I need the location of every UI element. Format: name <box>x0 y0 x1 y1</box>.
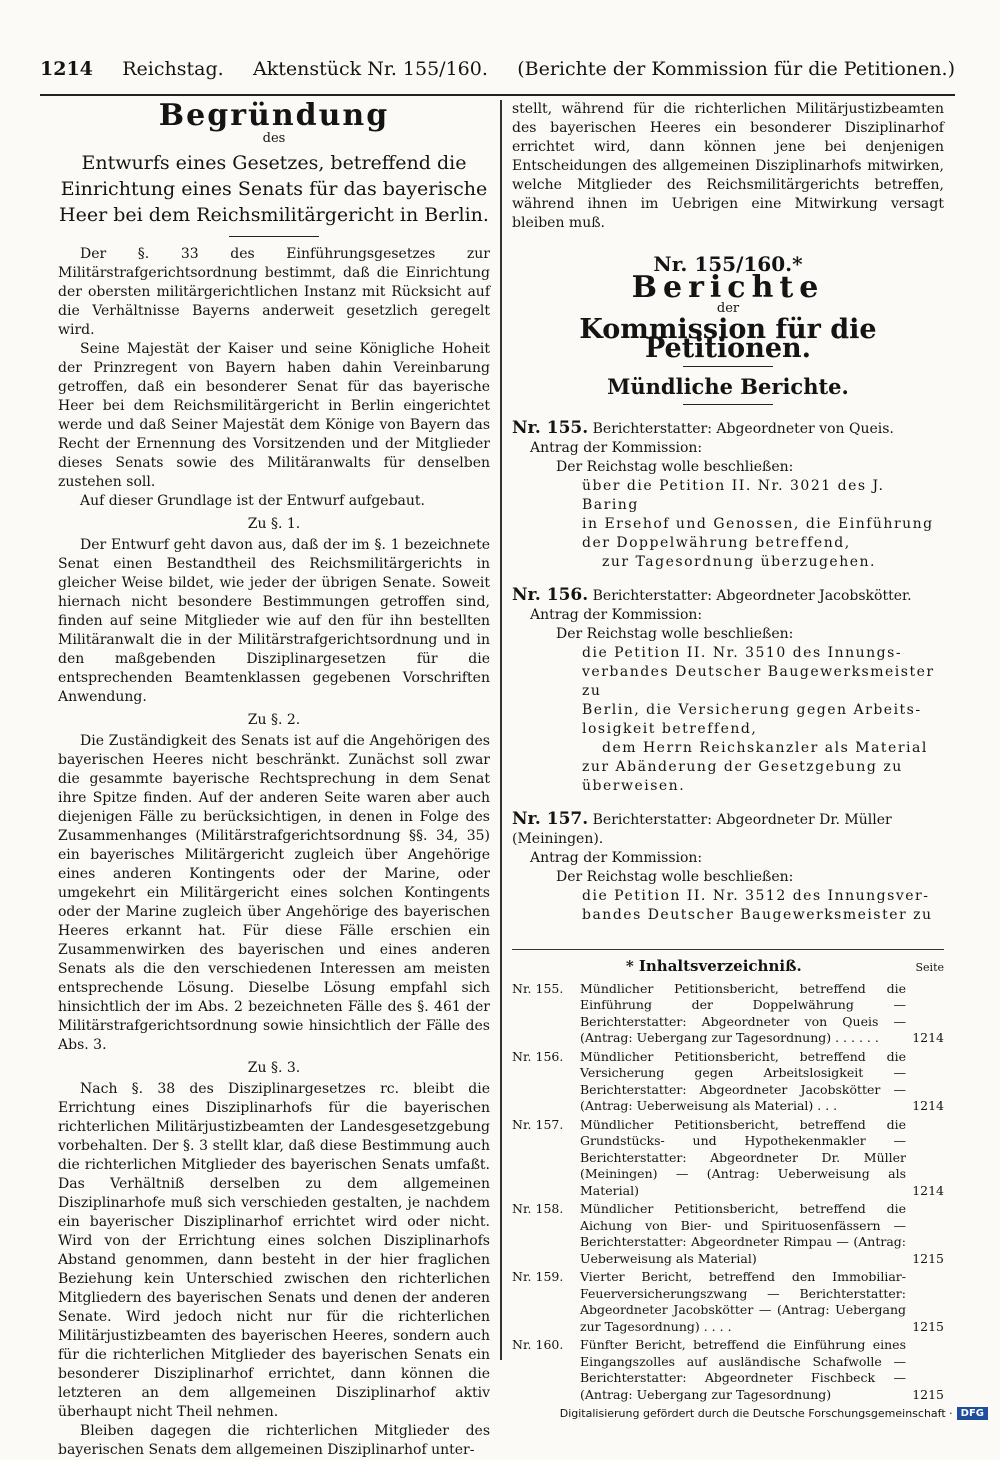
toc-page: 1215 <box>912 1386 944 1402</box>
paragraph-continuation: stellt, während für die richterlichen Militärjustizbeamten des bayerischen Heeres ein besonderer Disziplinarhof errichtet wird, dann können jene bei denjenigen Entscheidungen des allgemeinen Disziplinarhofs mitwirken, welche Mitglieder des Reichsmilitärgerichts betreffen, während ihnen im Uebrigen eine Mitwirkung versagt bleiben muß. <box>512 101 944 231</box>
report-reporter: Berichterstatter: Abgeordneter Jacobskötter. <box>592 588 912 604</box>
toc-nr: Nr. 155. <box>512 980 564 996</box>
report-156 <box>512 586 944 796</box>
toc-nr: Nr. 156. <box>512 1048 564 1064</box>
report-line: losigkeit betreffend, <box>582 721 758 737</box>
header-aktenstueck: Aktenstück Nr. 155/160. <box>253 58 488 80</box>
toc-text: Mündlicher Petitionsbericht, betreffend die Aichung von Bier- und Spirituosenfässern — Berichterstatter: Abgeordneter Rimpau — (Antrag: Ueberweisung als Material) <box>580 1201 906 1266</box>
header-source: Reichstag. <box>122 58 224 80</box>
divider-rule <box>229 236 319 237</box>
toc-text: Mündlicher Petitionsbericht, betreffend die Versicherung gegen Arbeitslosigkeit — Berichterstatter: Abgeordneter Jacobskötter — (Antrag: Ueberweisung als Material) . . . <box>580 1048 906 1113</box>
toc-page: 1215 <box>912 1318 944 1334</box>
report-lead <box>512 586 944 606</box>
report-number: Nr. 156. <box>512 585 589 605</box>
toc-nr: Nr. 159. <box>512 1269 564 1284</box>
report-wolle: Der Reichstag wolle beschließen: <box>556 626 794 642</box>
toc-text: Fünfter Bericht, betreffend die Einführung eines Eingangszolles auf ausländische Schafwolle — Berichterstatter: Abgeordneter Fischbeck — (Antrag: Uebergang zur Tagesordnung) <box>580 1337 906 1402</box>
toc-page: 1214 <box>912 1030 944 1045</box>
heading-berichte: Berichte <box>631 270 825 305</box>
report-result: zur Tagesordnung überzugehen. <box>602 554 876 570</box>
paragraph: Die Zuständigkeit des Senats ist auf die Angehörigen des bayerischen Heeres nicht beschränkt. Zunächst soll zwar die gesammte bayerische Rechtsprechung in dem Senat ihre Spitze finden. Auf der anderen Seite waren aber auch diejenigen Fälle zu berücksichtigen, in denen in Folge des Zusammenhanges (Militärstrafgerichtsordnung §§. 34, 35) ein bayerisches Militärgericht zugleich über Angehörige eines anderen Kontingents oder der Marine, oder umgekehrt ein Militärgericht eines solchen Kontingents oder der Marine zugleich über Angehörige des bayerischen Heeres erkannt hat. Für diese Fälle erschien ein Zusammenwirken des bayerischen und eines anderen Senats als die den verschiedenen Interessen am meisten entsprechende Lösung. Dieselbe Lösung empfahl sich hinsichtlich der im Abs. 2 bezeichneten Fälle des §. 461 der Militärstrafgerichtsordnung sowie hinsichtlich der Fälle des Abs. 3. <box>58 733 490 1053</box>
section-heading-1: Zu §. 1. <box>247 516 301 532</box>
report-number: Nr. 157. <box>512 809 589 829</box>
paragraph: Der Entwurf geht davon aus, daß der im §. 1 bezeichnete Senat einen Bestandtheil des Reichsmilitärgerichts in gleicher Weise bildet, wie jeder der übrigen Senate. Soweit hiernach nicht besondere Bestimmungen getroffen sind, finden auf seine Mitglieder wie auf den für ihn bestellten Militäranwalt die in der Militärstrafgerichtsordnung und in den maßgebenden Disziplinargesetzen für die entsprechenden Beamtenklassen gegebenen Vorschriften Anwendung. <box>58 537 490 705</box>
toc-row <box>512 1201 944 1267</box>
toc-header <box>512 958 944 977</box>
law-title: Entwurfs eines Gesetzes, betreffend die Einrichtung eines Senats für das bayerische Heer bei dem Reichsmilitärgericht in Berlin. <box>59 152 489 226</box>
report-line: verbandes Deutscher Baugewerksmeister zu <box>582 664 935 699</box>
page-number: 1214 <box>40 58 93 80</box>
report-number: Nr. 155. <box>512 418 589 438</box>
toc-row <box>512 981 944 1047</box>
report-antrag: Antrag der Kommission: <box>530 850 703 866</box>
report-line: die Petition II. Nr. 3510 des Innungs- <box>582 645 903 661</box>
paragraph: Auf dieser Grundlage ist der Entwurf aufgebaut. <box>80 493 425 509</box>
report-line: die Petition II. Nr. 3512 des Innungsver- <box>582 888 930 904</box>
toc-page: 1214 <box>912 1182 944 1198</box>
footer-credit <box>560 1407 988 1420</box>
report-reporter: Berichterstatter: Abgeordneter von Queis. <box>592 421 894 437</box>
section-heading-3: Zu §. 3. <box>247 1060 301 1076</box>
report-wolle: Der Reichstag wolle beschließen: <box>556 459 794 475</box>
toc-text: Mündlicher Petitionsbericht, betreffend die Grundstücks- und Hypothekenmakler — Berichterstatter: Abgeordneter Dr. Müller (Meiningen) — (Antrag: Ueberweisung als Material) <box>580 1116 906 1198</box>
toc-text: Vierter Bericht, betreffend den Immobiliar-Feuerversicherungszwang — Berichterstatter: Abgeordneter Jacobskötter — (Antrag: Uebergang zur Tagesordnung) . . . . <box>580 1269 906 1334</box>
divider-rule <box>683 404 773 405</box>
heading-der: der <box>716 301 740 316</box>
heading-des: des <box>262 131 286 146</box>
toc-page: 1214 <box>912 1098 944 1113</box>
column-divider <box>500 100 502 1360</box>
report-result: dem Herrn Reichskanzler als Material <box>602 740 928 756</box>
toc-nr: Nr. 160. <box>512 1337 564 1352</box>
report-155 <box>512 419 944 572</box>
dfg-logo: DFG <box>957 1407 988 1420</box>
report-line: bandes Deutscher Baugewerksmeister zu <box>582 907 933 923</box>
paragraph: Nach §. 38 des Disziplinargesetzes rc. bleibt die Errichtung eines Disziplinarhofs für die bayerischen richterlichen Militärjustizbeamten der Landesgesetzgebung vorbehalten. Der §. 3 stellt klar, daß diese Bestimmung auch die richterlichen Mitglieder des bayerischen Senats umfaßt. Das Verhältniß derselben zu dem allgemeinen Disziplinarhofe muß sich verschieden gestalten, je nachdem ein bayerischer Disziplinarhof errichtet wird oder nicht. Wird von der Errichtung eines solchen Disziplinarhofs Abstand genommen, dann besteht in der hier fraglichen Beziehung kein Unterschied zwischen den richterlichen Mitgliedern des bayerischen Senats und denen der anderen Senate. Wird jedoch nicht nur für die richterlichen Militärjustizbeamten des bayerischen Heeres, sondern auch für die richterlichen Mitglieder des bayerischen Senats ein besonderer Disziplinarhof errichtet, dann können die letzteren an dem allgemeinen Disziplinarhof aktiv überhaupt nicht Theil nehmen. <box>58 1081 490 1420</box>
section-heading-2: Zu §. 2. <box>247 712 301 728</box>
left-column <box>58 100 490 1460</box>
report-line: der Doppelwährung betreffend, <box>582 535 851 551</box>
divider-rule <box>683 366 773 367</box>
report-result: zur Abänderung der Gesetzgebung zu <box>582 759 903 775</box>
toc-row <box>512 1337 944 1403</box>
report-lead <box>512 810 944 849</box>
report-reporter: Berichterstatter: Abgeordneter Dr. Müller (Meiningen). <box>512 812 892 847</box>
report-line: über die Petition II. Nr. 3021 des J. Baring <box>582 478 885 513</box>
right-column <box>512 100 944 1405</box>
report-antrag: Antrag der Kommission: <box>530 440 703 456</box>
report-lead <box>512 419 944 439</box>
footer-text: Digitalisierung gefördert durch die Deutsche Forschungsgemeinschaft · <box>559 1407 953 1420</box>
report-wolle: Der Reichstag wolle beschließen: <box>556 869 794 885</box>
paragraph: Bleiben dagegen die richterlichen Mitglieder des bayerischen Senats dem allgemeinen Disziplinarhof unter- <box>58 1423 490 1458</box>
toc-title: * Inhaltsverzeichniß. <box>625 957 802 975</box>
document-number: Nr. 155/160.* <box>653 252 803 276</box>
heading-kommission: Kommission für die Petitionen. <box>579 314 877 364</box>
toc-page: 1215 <box>912 1250 944 1266</box>
paragraph: Seine Majestät der Kaiser und seine Königliche Hoheit der Prinzregent von Bayern haben dahin Vereinbarung getroffen, daß ein besonderer Senat für das bayerische Heer bei dem Reichsmilitärgericht in Berlin eingerichtet werde und daß Seiner Majestät dem Könige von Bayern das Recht der Ernennung des Vorsitzenden und der Mitglieder dieses Senats sowie des Militäranwalts für denselben zustehen soll. <box>58 341 490 490</box>
header-section: (Berichte der Kommission für die Petitionen.) <box>517 58 955 80</box>
toc-seite-label: Seite <box>915 961 944 974</box>
table-of-contents <box>512 949 944 1403</box>
toc-nr: Nr. 157. <box>512 1116 564 1132</box>
toc-nr: Nr. 158. <box>512 1201 564 1216</box>
toc-row <box>512 1117 944 1200</box>
report-antrag: Antrag der Kommission: <box>530 607 703 623</box>
report-line: in Ersehof und Genossen, die Einführung <box>582 516 934 532</box>
toc-row <box>512 1049 944 1115</box>
toc-text: Mündlicher Petitionsbericht, betreffend die Einführung der Doppelwährung — Berichterstatter: Abgeordneter von Queis — (Antrag: Uebergang zur Tagesordnung) . . . . . . <box>580 980 906 1045</box>
report-result: überweisen. <box>582 778 686 794</box>
report-line: Berlin, die Versicherung gegen Arbeits- <box>582 702 922 718</box>
page-header <box>40 58 955 96</box>
report-157 <box>512 810 944 925</box>
heading-muendliche-berichte: Mündliche Berichte. <box>607 374 849 399</box>
toc-row <box>512 1269 944 1335</box>
heading-begruendung: Begründung <box>158 98 390 133</box>
paragraph: Der §. 33 des Einführungsgesetzes zur Militärstrafgerichtsordnung bestimmt, daß die Einrichtung der obersten militärgerichtlichen Instanz mit Rücksicht auf die Verhältnisse Bayerns anderweit gesetzlich geregelt wird. <box>58 246 490 338</box>
